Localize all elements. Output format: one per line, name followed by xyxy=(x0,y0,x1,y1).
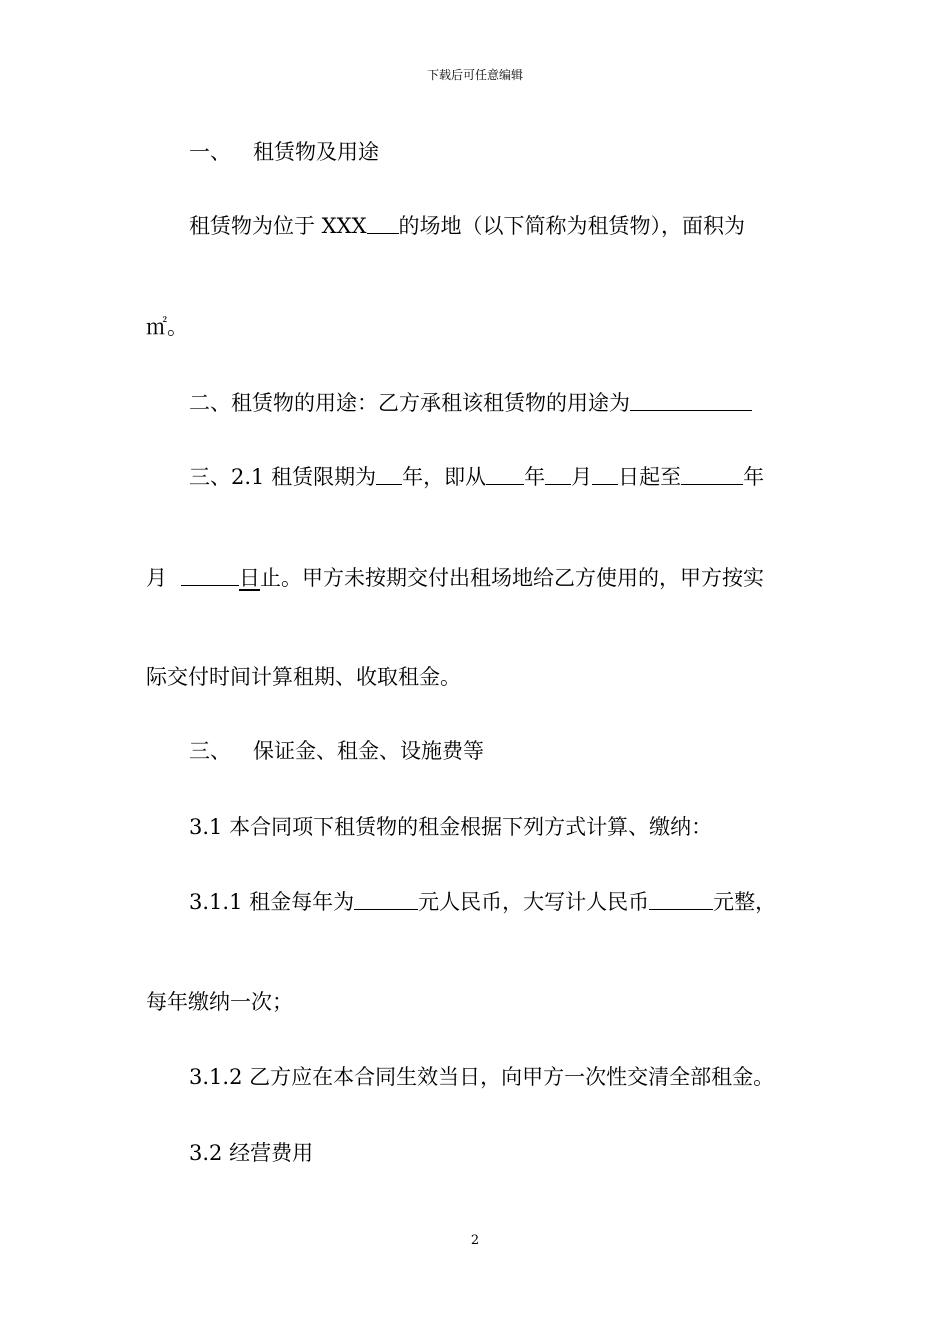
section-4-heading: 保证金、租金、设施费等 xyxy=(253,739,484,763)
page-header-note: 下载后可任意编辑 xyxy=(426,68,523,82)
annual-rent-text: 3.1.1 租金每年为 xyxy=(189,890,355,914)
section-4-number: 三、 xyxy=(189,739,231,763)
start-day-blank xyxy=(592,462,618,485)
rent-capital-blank xyxy=(649,887,713,910)
month-label-2: 月 xyxy=(146,566,167,590)
section-1-heading: 租赁物及用途 xyxy=(253,140,379,164)
usage-blank xyxy=(630,388,752,411)
area-unit-text: ㎡。 xyxy=(146,315,188,339)
rent-calculation-paragraph: 3.1 本合同项下租赁物的租金根据下列方式计算、缴纳： xyxy=(189,815,713,839)
rent-amount-blank xyxy=(354,887,418,910)
section-4-title xyxy=(189,737,810,765)
end-year-blank xyxy=(681,462,743,485)
section-1-title xyxy=(189,138,810,166)
premises-description-text: 的场地（以下简称为租赁物），面积为 xyxy=(398,214,746,238)
rent-yuan-text: 元整， xyxy=(713,890,777,914)
lease-term-line-3: 际交付时间计算租期、收取租金。 xyxy=(146,665,461,689)
start-year-blank xyxy=(486,462,524,485)
lease-term-text: 三、2.1 租赁限期为 xyxy=(189,465,377,489)
lease-term-line-1 xyxy=(189,462,810,491)
rent-payment-paragraph: 3.1.2 乙方应在本合同生效当日，向甲方一次性交清全部租金。 xyxy=(189,1065,775,1089)
annual-rent-line-2: 每年缴纳一次； xyxy=(146,990,293,1014)
lease-years-blank xyxy=(376,462,402,485)
usage-text: 二、租赁物的用途：乙方承租该租赁物的用途为 xyxy=(189,391,630,415)
section-2-line xyxy=(189,388,810,417)
day-until-text: 日起至 xyxy=(618,465,682,489)
premises-location-text: 租赁物为位于 XXX xyxy=(189,214,367,238)
location-blank xyxy=(367,211,399,234)
delivery-text: 止。甲方未按期交付出租场地给乙方使用的，甲方按实 xyxy=(260,566,764,590)
annual-rent-line-1 xyxy=(189,887,810,916)
rent-capital-text: 元人民币，大写计人民币 xyxy=(418,890,650,914)
month-label: 月 xyxy=(571,465,593,489)
section-1-number: 一、 xyxy=(189,140,231,164)
end-month-blank xyxy=(181,563,239,586)
lease-term-line-2 xyxy=(146,563,810,592)
page-number: 2 xyxy=(470,1233,480,1248)
lease-from-text: 年，即从 xyxy=(402,465,487,489)
end-day-label: 日 xyxy=(239,566,260,590)
start-month-blank xyxy=(545,462,571,485)
section-1-paragraph-line-1 xyxy=(189,211,810,240)
operating-costs-heading: 3.2 经营费用 xyxy=(189,1141,314,1165)
year-label: 年 xyxy=(524,465,546,489)
year-label-2: 年 xyxy=(743,465,765,489)
